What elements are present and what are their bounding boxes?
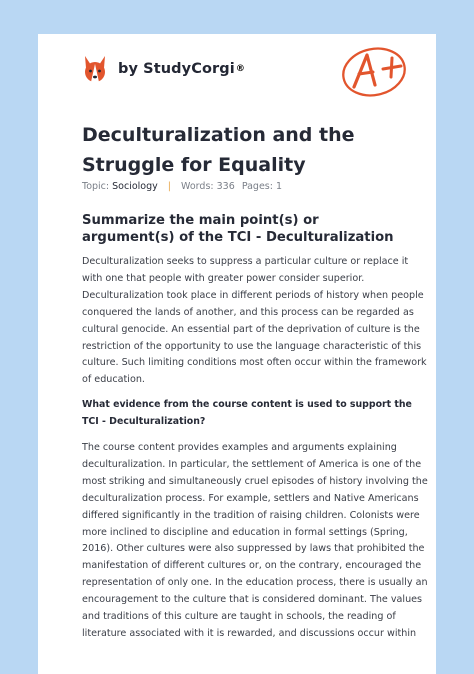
body-paragraph: The course content provides examples and arguments explaining deculturalization. In particular, the settlement of America is one of the most striking and simultaneously cruel episodes of history involving the deculturalization process. For example, settlers and Native Americans differed significantly in the tradition of raising children. Colonists were more inclined to discipline and education in formal settings (Spring, 2016). Other cultures were also suppressed by laws that prohibited the manifestation of different cultures or, on the contrary, encouraged the representation of only one. In the education process, there is usually an encouragement to the culture that is considered dominant. The values and traditions of this culture are taught in schools, the reading of literature associated with it is rewarded, and discussions occur within [82,442,428,639]
registered-mark: ® [235,64,245,74]
topic-value[interactable]: Sociology [112,181,158,192]
studycorgi-logo[interactable] [82,52,245,86]
pages-value: 1 [276,181,283,192]
corgi-icon [82,54,108,84]
pages-label: Pages: [241,181,273,192]
words-label: Words: [181,181,214,192]
document-meta [82,181,282,192]
body-paragraph: Deculturalization seeks to suppress a particular culture or replace it with one that people with greater power consider superior. Deculturalization took place in different periods of history when people conquered the lands of another, and this process can be regarded as cultural genocide. An essential part of the deprivation of culture is the restriction of the opportunity to use the language characteristic of this culture. Such limiting conditions most often occur within the framework of education. [82,256,427,386]
words-value: 336 [216,181,235,192]
meta-separator: | [167,181,171,192]
topic-label: Topic: [82,181,110,192]
brand-name: by StudyCorgi [118,61,235,77]
page-title: Deculturalization and the Struggle for Equality [82,124,355,176]
question-heading: What evidence from the course content is used to support the TCI - Deculturalization? [82,399,412,427]
a-plus-badge-icon [338,42,414,98]
document-page [38,34,436,674]
section-heading: Summarize the main point(s) or argument(s) of the TCI - Deculturalization [82,213,394,245]
